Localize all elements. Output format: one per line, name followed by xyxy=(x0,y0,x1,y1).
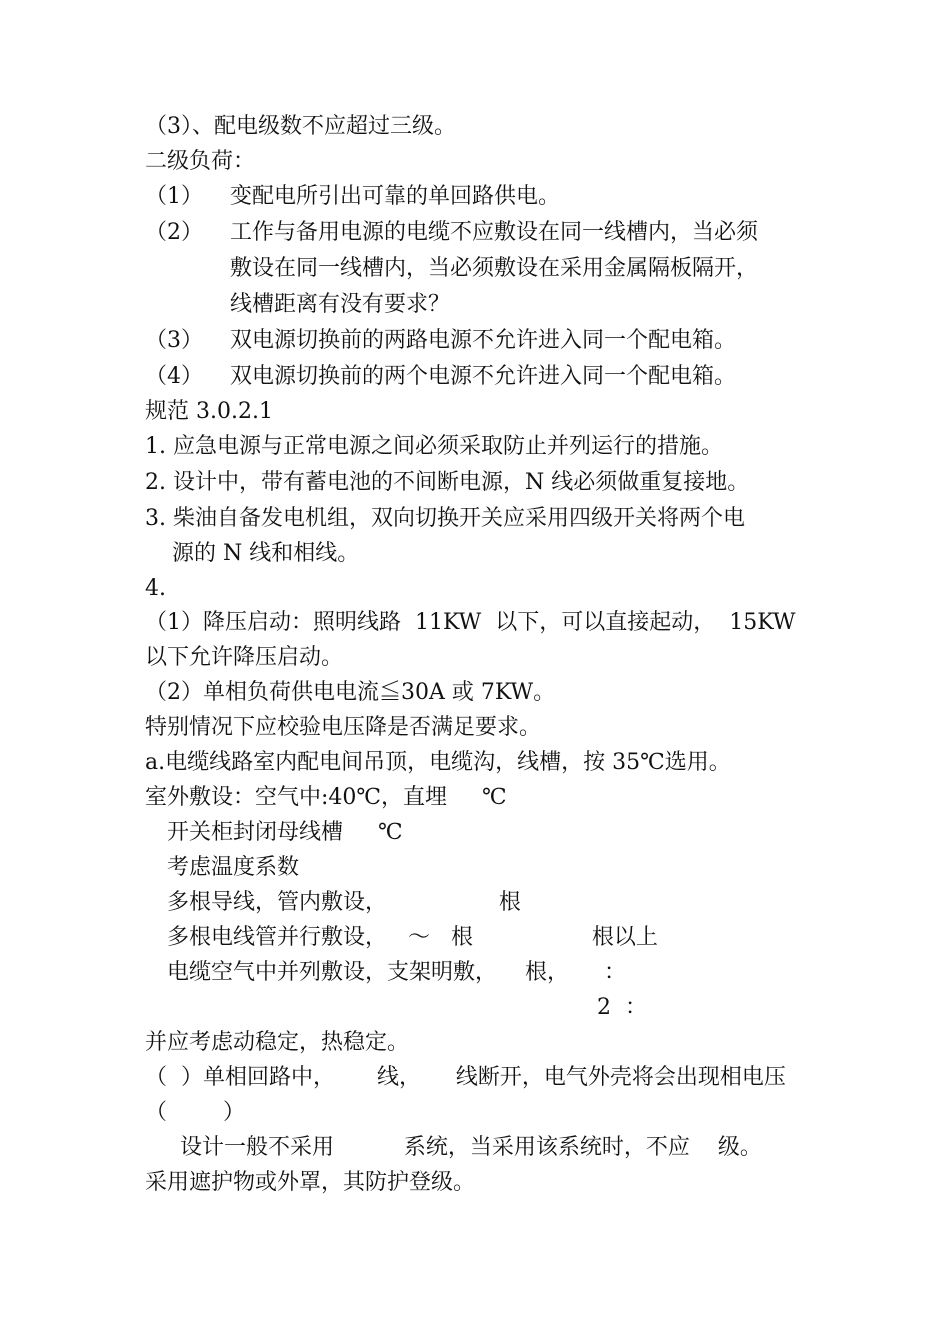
text-line: 并应考虑动稳定，热稳定。 xyxy=(145,1030,410,1055)
text-line: 采用遮护物或外罩，其防护登级。 xyxy=(145,1170,476,1195)
text-line: 源的 N 线和相线。 xyxy=(172,541,360,566)
text-line: 4. xyxy=(145,576,166,601)
text-line: 多根导线，管内敷设， 根 xyxy=(167,890,521,915)
text-line: 1. 应急电源与正常电源之间必须采取防止并列运行的措施。 xyxy=(145,434,723,459)
text-line: 电缆空气中并列敷设，支架明敷， 根， ： xyxy=(167,960,626,985)
text-line: 多根电线管并行敷设， ～ 根 根以上 xyxy=(167,925,658,950)
list-item-text: 线槽距离有没有要求？ xyxy=(230,292,451,317)
text-line: （3）、配电级数不应超过三级。 xyxy=(145,114,456,139)
text-line: （2）单相负荷供电电流≦30A 或 7KW。 xyxy=(145,680,556,705)
text-line: （1）降压启动：照明线路 11KW 以下，可以直接起动， 15KW xyxy=(145,610,796,635)
list-number: （2） xyxy=(145,220,203,245)
text-line: 3. 柴油自备发电机组，双向切换开关应采用四级开关将两个电 xyxy=(145,506,745,531)
text-line: 2. 设计中，带有蓄电池的不间断电源，N 线必须做重复接地。 xyxy=(145,470,750,495)
text-line: （ ）单相回路中， 线， 线断开，电气外壳将会出现相电压 xyxy=(145,1065,786,1090)
text-line: 设计一般不采用 系统，当采用该系统时，不应 级。 xyxy=(180,1135,762,1160)
text-line: 特别情况下应校验电压降是否满足要求。 xyxy=(145,715,542,740)
text-line: a.电缆线路室内配电间吊顶，电缆沟，线槽，按 35℃选用。 xyxy=(145,750,731,775)
list-number: （3） xyxy=(145,328,203,353)
section-heading: 二级负荷： xyxy=(145,149,256,174)
list-item-text: 双电源切换前的两路电源不允许进入同一个配电箱。 xyxy=(230,328,737,353)
list-number: （1） xyxy=(145,184,203,209)
list-item-text: 变配电所引出可靠的单回路供电。 xyxy=(230,184,561,209)
list-item-text: 双电源切换前的两个电源不允许进入同一个配电箱。 xyxy=(230,364,737,389)
section-heading: 规范 3.0.2.1 xyxy=(145,399,273,424)
list-number: （4） xyxy=(145,364,203,389)
list-item-text: 敷设在同一线槽内，当必须敷设在采用金属隔板隔开， xyxy=(230,256,759,281)
text-line: 开关柜封闭母线槽 ℃ xyxy=(167,820,403,845)
text-line: 室外敷设：空气中:40℃，直埋 ℃ xyxy=(145,785,507,810)
list-item-text: 工作与备用电源的电缆不应敷设在同一线槽内，当必须 xyxy=(230,220,759,245)
text-line: 2 ： xyxy=(597,995,647,1020)
text-line: 以下允许降压启动。 xyxy=(145,645,344,670)
text-line: （ ） xyxy=(145,1100,245,1125)
text-line: 考虑温度系数 xyxy=(167,855,300,880)
